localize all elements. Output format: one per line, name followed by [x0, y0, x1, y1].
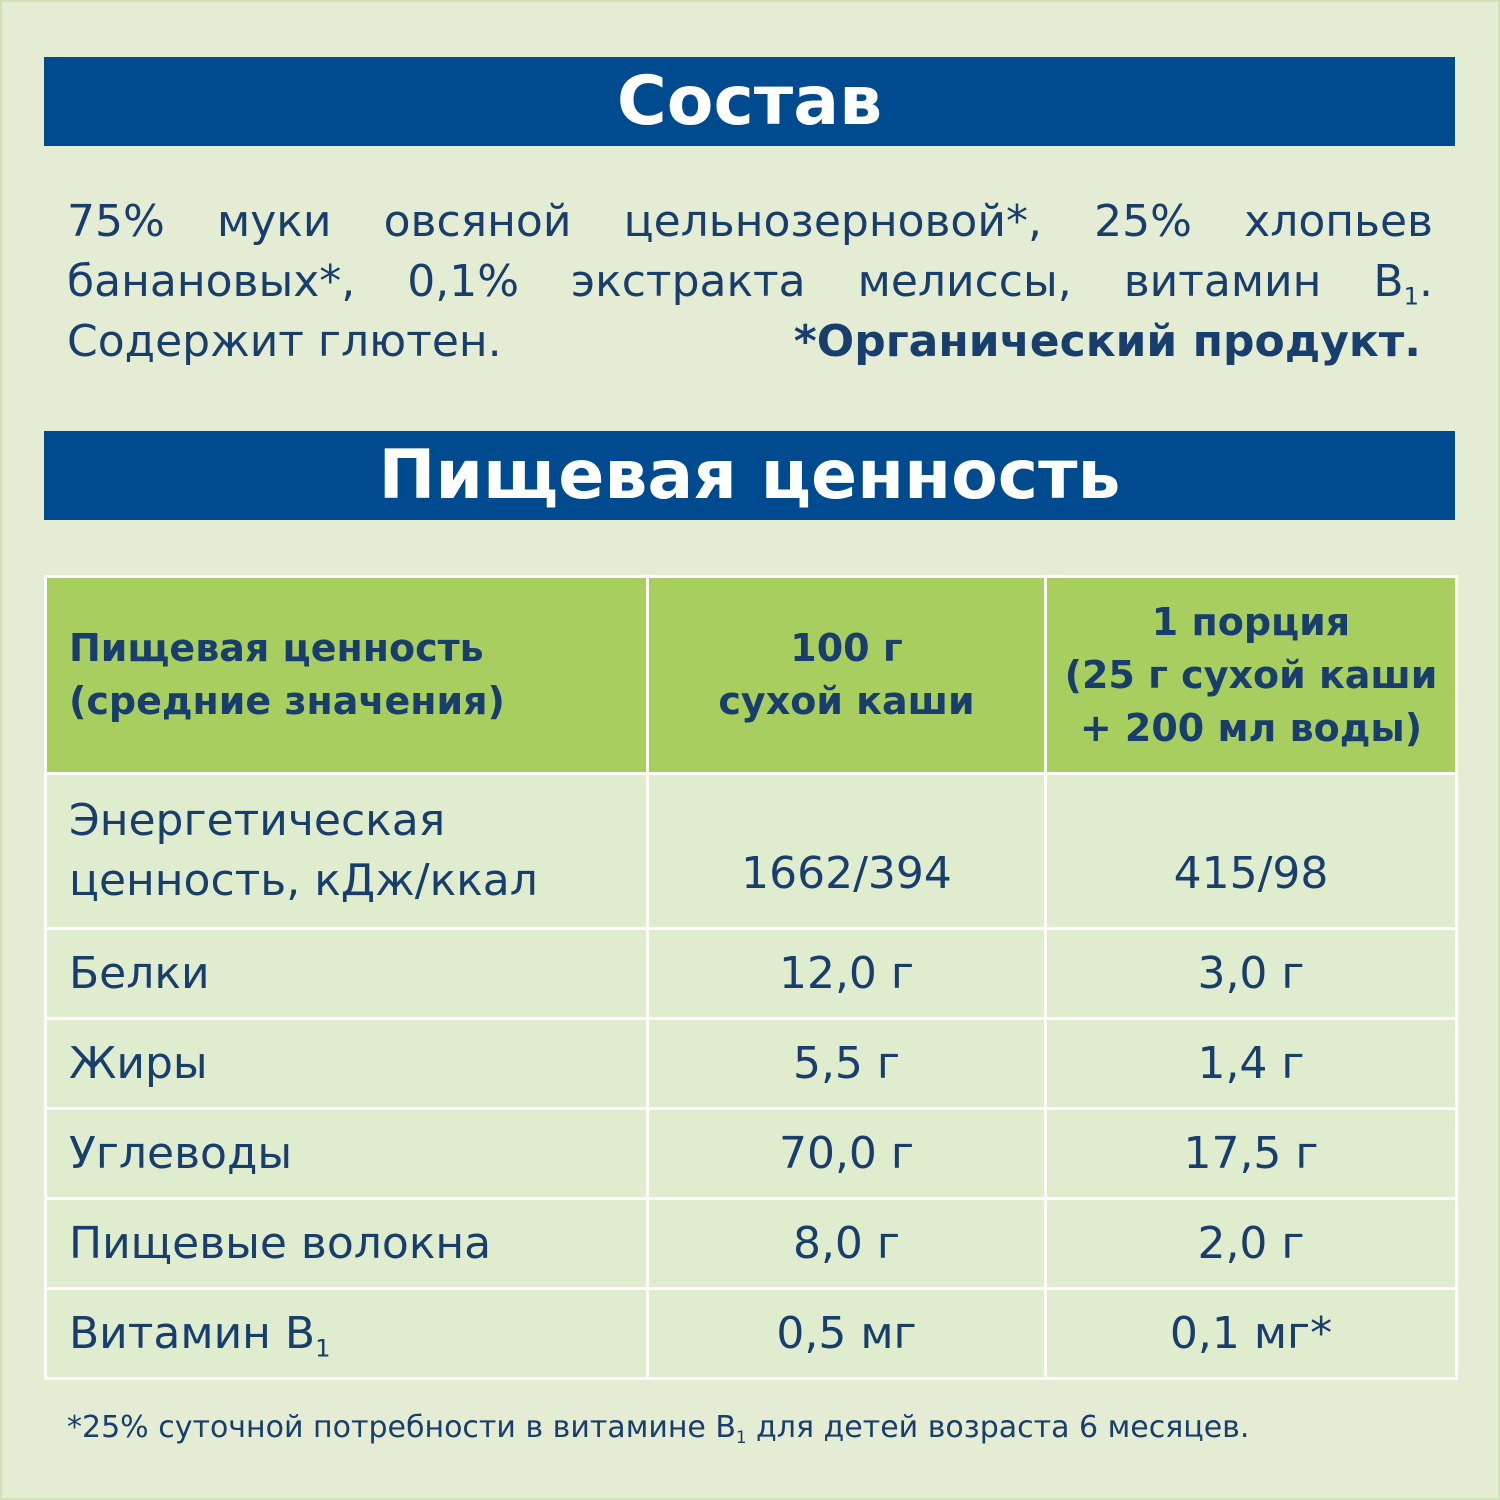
value-per-portion: 2,0 г: [1046, 1199, 1457, 1289]
value-per-100g: 8,0 г: [648, 1199, 1046, 1289]
header-line: 100 г: [790, 626, 903, 670]
header-line: Пищевая ценность: [69, 626, 484, 670]
word: муки: [217, 196, 332, 247]
label-subscript: 1: [315, 1333, 331, 1362]
label-line: ценность, кДж/ккал: [69, 855, 538, 906]
footnote-text: *25% суточной потребности в витамине B: [67, 1410, 737, 1445]
header-line: 1 порция: [1151, 599, 1351, 644]
table-row: [46, 1289, 1457, 1379]
word: экстракта: [571, 256, 806, 307]
table-header-row: [46, 577, 1457, 774]
row-label-fat: Жиры: [46, 1019, 648, 1109]
word: 25%: [1094, 196, 1192, 247]
composition-title: Состав: [44, 57, 1455, 146]
value-per-100g: 5,5 г: [648, 1019, 1046, 1109]
nutrition-table: [44, 575, 1458, 1380]
label-line: Энергетическая: [69, 795, 446, 846]
row-label-vitamin-b1: [46, 1289, 648, 1379]
row-label-carbs: Углеводы: [46, 1109, 648, 1199]
value-per-100g: 12,0 г: [648, 929, 1046, 1019]
table-row: [46, 1019, 1457, 1109]
header-per-100g: [648, 577, 1046, 774]
organic-note: *Органический продукт.: [793, 316, 1421, 367]
table-row: [46, 774, 1457, 929]
word: мелиссы,: [857, 256, 1072, 307]
composition-text: [67, 192, 1433, 372]
footnote-text-end: для детей возраста 6 месяцев.: [746, 1410, 1250, 1445]
value-per-100g: 70,0 г: [648, 1109, 1046, 1199]
word: 0,1%: [407, 256, 520, 307]
word: хлопьев: [1244, 196, 1433, 247]
word: 75%: [67, 196, 165, 247]
word: цельнозерновой*,: [623, 196, 1042, 247]
table-row: [46, 1109, 1457, 1199]
gluten-note: Содержит глютен.: [67, 316, 502, 367]
vitamin-subscript: 1: [1403, 282, 1419, 311]
composition-line-3: [67, 312, 1433, 372]
value-per-portion: 0,1 мг*: [1046, 1289, 1457, 1379]
row-label-energy: [46, 774, 648, 929]
composition-line-2: [67, 252, 1433, 312]
value-per-100g: 1662/394: [648, 774, 1046, 929]
word: витамин: [1123, 256, 1322, 307]
footnote: [67, 1410, 1249, 1445]
word: банановых*,: [67, 256, 356, 307]
header-line: (25 г сухой каши: [1064, 652, 1438, 697]
value-per-portion: 17,5 г: [1046, 1109, 1457, 1199]
word: овсяной: [383, 196, 572, 247]
value-per-portion: 3,0 г: [1046, 929, 1457, 1019]
vitamin-b1: [1373, 252, 1433, 312]
nutrition-title: Пищевая ценность: [44, 431, 1455, 520]
table-row: [46, 1199, 1457, 1289]
header-line: (средние значения): [69, 679, 505, 723]
row-label-fiber: Пищевые волокна: [46, 1199, 648, 1289]
table-row: [46, 929, 1457, 1019]
header-nutrition-value: [46, 577, 648, 774]
value-per-portion: 415/98: [1046, 774, 1457, 929]
footnote-subscript: 1: [736, 1427, 747, 1447]
header-line: сухой каши: [718, 679, 975, 723]
label-text: Витамин B: [69, 1307, 316, 1359]
value-per-portion: 1,4 г: [1046, 1019, 1457, 1109]
period: .: [1418, 256, 1433, 307]
composition-line-1: [67, 192, 1433, 252]
header-per-portion: [1046, 577, 1457, 774]
header-line: + 200 мл воды): [1079, 705, 1423, 750]
value-per-100g: 0,5 мг: [648, 1289, 1046, 1379]
row-label-protein: Белки: [46, 929, 648, 1019]
vitamin-letter: B: [1373, 256, 1404, 307]
